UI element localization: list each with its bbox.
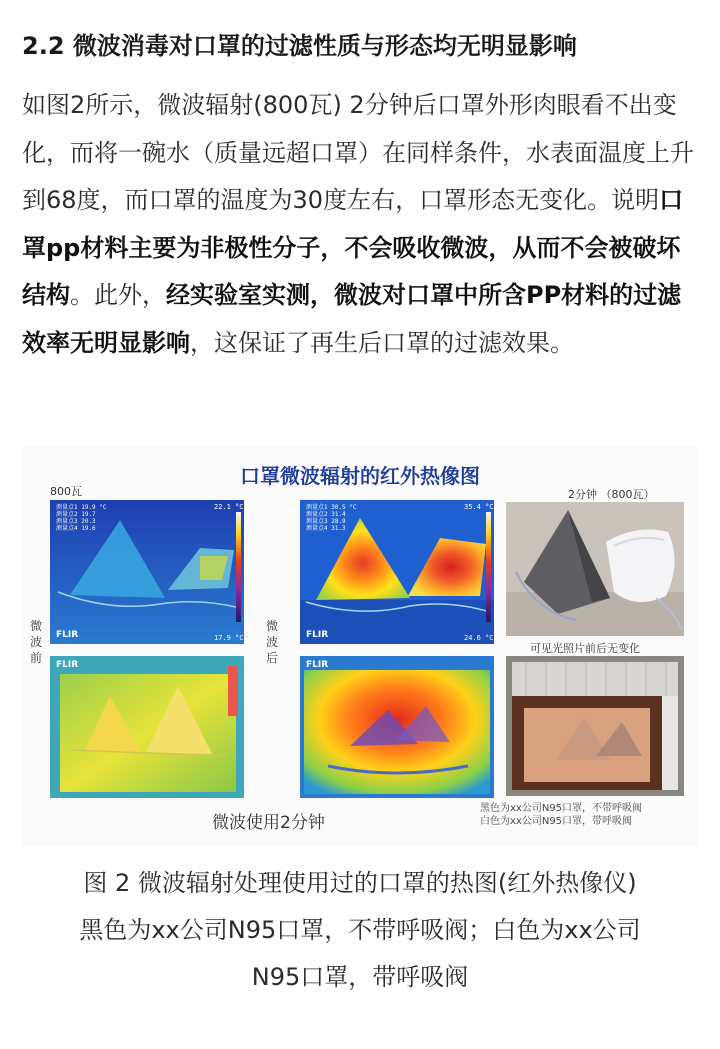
paragraph-text-2: 。此外， [70,281,166,309]
paragraph-text-1: 如图2所示，微波辐射(800瓦) 2分钟后口罩外形肉眼看不出变化，而将一碗水（质量远超口罩）在同样条件，水表面温度上升到68度，而口罩的温度为30度左右，口罩形态无变化。说明 [22,91,694,214]
photo-oven [506,656,684,796]
caption-line-3: N95口罩，带呼吸阀 [251,963,469,991]
photo-masks [506,502,684,636]
thermal-after-bottom [300,656,494,798]
paragraph-text-3: ，这保证了再生后口罩的过滤效果。 [190,328,574,357]
power-label-right: 2分钟 （800瓦） [568,488,655,501]
before-label: 微波前 [30,619,43,665]
flir-logo: FLIR [56,630,79,640]
photo-caption: 可见光照片前后无变化 [530,642,640,655]
section-heading: 2.2 微波消毒对口罩的过滤性质与形态均无明显影响 [22,32,577,60]
flir-logo: FLIR [56,660,79,670]
body-paragraph [22,82,702,367]
min-temp-after: 24.6 °C [464,634,494,642]
caption-line-2: 黑色为xx公司N95口罩，不带呼吸阀；白色为xx公司 [79,916,641,944]
flir-logo: FLIR [306,630,329,640]
figure-bottom-label: 微波使用2分钟 [212,813,325,833]
flir-logo: FLIR [306,660,329,670]
after-label: 微波后 [266,619,279,665]
legend-after: 测量点1 30.5 °C 测量点2 31.4 测量点3 28.9 测量点4 31.3 [306,504,357,532]
max-temp-before: 22.1 °C [214,503,244,511]
power-label-left: 800瓦 [50,485,82,498]
figure-title: 口罩微波辐射的红外热像图 [240,464,480,488]
caption-line-1: 图 2 微波辐射处理使用过的口罩的热图(红外热像仪) [83,869,637,897]
thermal-before-bottom [50,656,244,798]
min-temp-before: 17.9 °C [214,634,244,642]
legend-before: 测量点1 19.9 °C 测量点2 19.7 测量点3 20.3 测量点4 19.6 [56,504,107,532]
paragraph-bold-1: 口罩pp材料主要为非极性分子，不会吸收微波，从而不会被破坏结构 [22,186,684,309]
thermal-before-top [50,500,244,644]
thermal-after-top [300,500,494,644]
paragraph-bold-2: 经实验室实测，微波对口罩中所含PP材料的过滤效率无明显影响 [22,281,682,357]
max-temp-after: 35.4 °C [464,503,494,511]
thermal-figure [22,446,698,846]
figure-watermark: 黑色为xx公司N95口罩，不带呼吸阀 白色为xx公司N95口罩，带呼吸阀 [480,803,643,827]
figure-caption [22,860,698,1001]
